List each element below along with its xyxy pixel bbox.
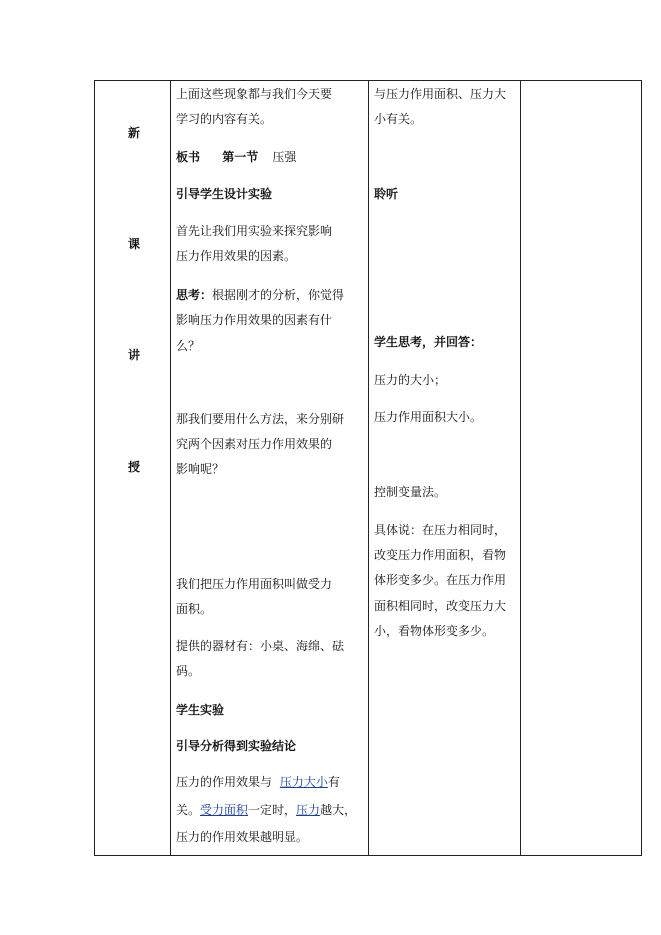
conclusion-text: 关。 bbox=[176, 803, 201, 817]
method-line: 那我们要用什么方法，来分别研 bbox=[176, 412, 345, 426]
control-variable: 控制变量法。 bbox=[374, 485, 447, 499]
equipment-line: 码。 bbox=[176, 664, 201, 678]
guide-experiment-heading: 引导学生设计实验 bbox=[176, 187, 273, 201]
board-label: 板书 bbox=[176, 150, 201, 164]
area-line: 我们把压力作用面积叫做受力 bbox=[176, 577, 333, 591]
board-topic: 压强 bbox=[272, 150, 297, 164]
conclusion-text: 一定时， bbox=[248, 803, 297, 817]
intro-line: 学习的内容有关。 bbox=[176, 112, 273, 126]
conclusion-text: 压力的作用效果与 bbox=[176, 775, 273, 789]
fill-blank-pressure: 压力 bbox=[296, 803, 321, 817]
listen-heading: 聆听 bbox=[374, 187, 399, 201]
method-line: 究两个因素对压力作用效果的 bbox=[176, 437, 333, 451]
column-divider bbox=[520, 81, 521, 855]
conclusion-text: 越大， bbox=[320, 803, 357, 817]
method-line: 影响呢？ bbox=[176, 462, 225, 476]
student-line: 与压力作用面积、压力大 bbox=[374, 87, 507, 101]
equipment-line: 提供的器材有：小桌、海绵、砝 bbox=[176, 639, 345, 653]
student-think-heading: 学生思考，并回答： bbox=[374, 335, 483, 349]
conclusion-line: 压力的作用效果越明显。 bbox=[176, 830, 309, 844]
board-section: 第一节 bbox=[222, 150, 259, 164]
intro-line: 上面这些现象都与我们今天要 bbox=[176, 87, 333, 101]
side-label-char: 课 bbox=[128, 237, 141, 251]
conclusion-text: 有 bbox=[327, 775, 340, 789]
detail-line: 体形变多少。在压力作用 bbox=[374, 573, 507, 587]
student-experiment-heading: 学生实验 bbox=[176, 703, 225, 717]
student-line: 小有关。 bbox=[374, 112, 423, 126]
side-label-char: 授 bbox=[128, 460, 141, 474]
area-line: 面积。 bbox=[176, 602, 213, 616]
first-line: 压力作用效果的因素。 bbox=[176, 249, 297, 263]
detail-line: 改变压力作用面积，看物 bbox=[374, 548, 507, 562]
think-line: 影响压力作用效果的因素有什 bbox=[176, 313, 333, 327]
board-heading bbox=[176, 149, 296, 165]
conclusion-line bbox=[176, 802, 356, 818]
conclusion-line bbox=[176, 774, 340, 790]
think-text: 根据刚才的分析，你觉得 bbox=[212, 288, 345, 302]
first-line: 首先让我们用实验来探究影响 bbox=[176, 224, 333, 238]
think-line: 么？ bbox=[176, 339, 201, 353]
fill-blank-pressure-size: 压力大小 bbox=[279, 775, 328, 789]
think-question bbox=[176, 287, 344, 303]
column-divider bbox=[368, 81, 369, 855]
guide-conclusion-heading: 引导分析得到实验结论 bbox=[176, 739, 297, 753]
answer-line: 压力的大小； bbox=[374, 373, 447, 387]
think-label: 思考： bbox=[176, 288, 213, 302]
column-divider bbox=[170, 81, 171, 855]
side-label-char: 讲 bbox=[128, 348, 141, 362]
side-label-char: 新 bbox=[128, 126, 141, 140]
fill-blank-area: 受力面积 bbox=[200, 803, 249, 817]
detail-line: 面积相同时，改变压力大 bbox=[374, 599, 507, 613]
answer-line: 压力作用面积大小。 bbox=[374, 410, 483, 424]
detail-line: 具体说：在压力相同时， bbox=[374, 523, 507, 537]
detail-line: 小，看物体形变多少。 bbox=[374, 624, 495, 638]
